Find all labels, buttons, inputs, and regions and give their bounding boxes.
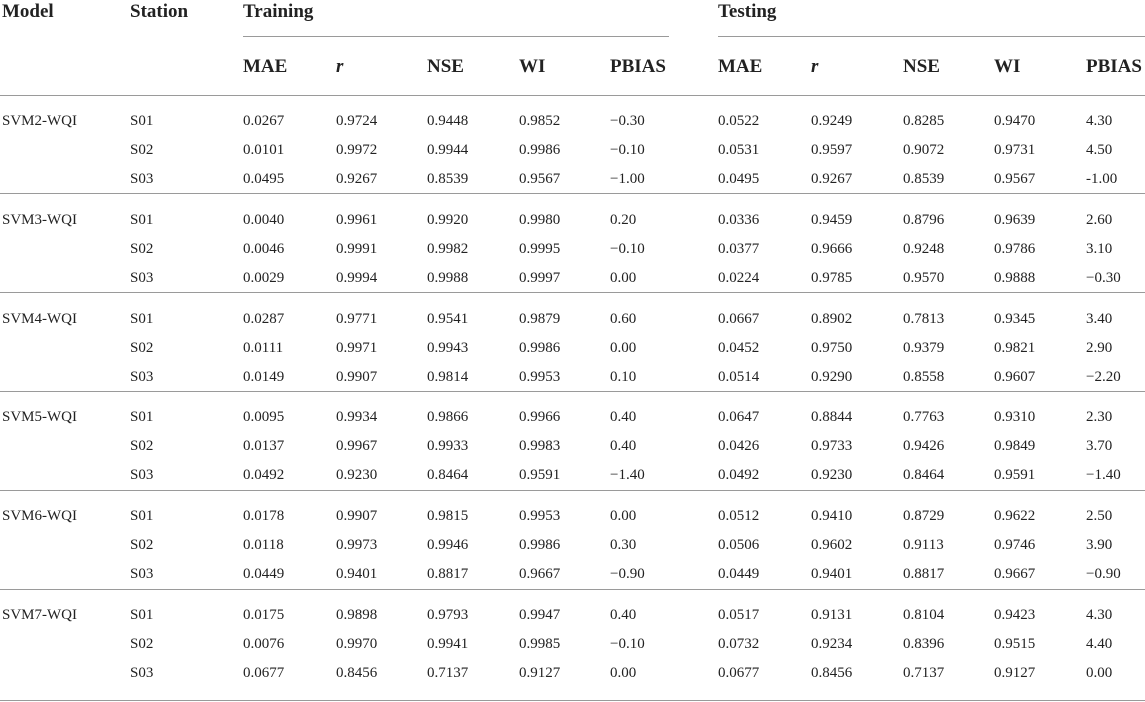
value-cell: 0.20 <box>610 212 637 228</box>
value-cell: 0.9426 <box>903 438 945 454</box>
value-cell: 0.9567 <box>994 171 1036 187</box>
value-cell: 0.9591 <box>519 467 561 483</box>
value-cell: 0.9667 <box>519 566 561 582</box>
value-cell: 0.9607 <box>994 369 1036 385</box>
value-cell: 2.30 <box>1086 409 1113 425</box>
value-cell: 0.8456 <box>811 665 853 681</box>
value-cell: 4.30 <box>1086 113 1113 129</box>
station-cell: S02 <box>130 142 154 158</box>
value-cell: 0.9943 <box>427 340 469 356</box>
value-cell: 0.0514 <box>718 369 760 385</box>
value-cell: 0.8464 <box>903 467 945 483</box>
subheader-test-wi: WI <box>994 56 1021 77</box>
value-cell: 0.9724 <box>336 113 378 129</box>
value-cell: 0.0178 <box>243 508 285 524</box>
subheader-train-wi: WI <box>519 56 546 77</box>
value-cell: −0.90 <box>1086 566 1121 582</box>
value-cell: 0.9234 <box>811 636 853 652</box>
value-cell: 0.8456 <box>336 665 378 681</box>
value-cell: 0.9401 <box>811 566 853 582</box>
value-cell: 0.9541 <box>427 311 469 327</box>
value-cell: −0.30 <box>1086 270 1121 286</box>
value-cell: −1.00 <box>610 171 645 187</box>
value-cell: 0.00 <box>610 665 637 681</box>
value-cell: 0.0492 <box>243 467 285 483</box>
value-cell: 0.9997 <box>519 270 561 286</box>
value-cell: 0.9448 <box>427 113 469 129</box>
value-cell: 0.9746 <box>994 537 1036 553</box>
value-cell: −1.40 <box>1086 467 1121 483</box>
value-cell: 0.9131 <box>811 607 853 623</box>
value-cell: 0.9127 <box>994 665 1036 681</box>
value-cell: 0.9793 <box>427 607 469 623</box>
station-cell: S02 <box>130 537 154 553</box>
model-name: SVM4-WQI <box>2 311 77 327</box>
value-cell: -1.00 <box>1086 171 1118 187</box>
station-cell: S03 <box>130 171 154 187</box>
value-cell: 0.9985 <box>519 636 561 652</box>
value-cell: 0.0452 <box>718 340 760 356</box>
value-cell: 0.9249 <box>811 113 853 129</box>
station-cell: S03 <box>130 270 154 286</box>
value-cell: 4.50 <box>1086 142 1113 158</box>
subheader-test-mae: MAE <box>718 56 763 77</box>
value-cell: 0.0677 <box>718 665 760 681</box>
value-cell: 0.9994 <box>336 270 378 286</box>
value-cell: 0.9980 <box>519 212 561 228</box>
value-cell: 3.10 <box>1086 241 1113 257</box>
subheader-test-r: r <box>811 56 819 77</box>
value-cell: 0.9597 <box>811 142 853 158</box>
value-cell: 0.0647 <box>718 409 760 425</box>
value-cell: 0.0029 <box>243 270 285 286</box>
value-cell: 0.8817 <box>903 566 945 582</box>
value-cell: 0.8285 <box>903 113 945 129</box>
value-cell: 0.9898 <box>336 607 378 623</box>
value-cell: 0.9934 <box>336 409 378 425</box>
value-cell: 0.7763 <box>903 409 945 425</box>
value-cell: 0.9127 <box>519 665 561 681</box>
value-cell: 0.0495 <box>243 171 285 187</box>
subheader-test-nse: NSE <box>903 56 940 77</box>
value-cell: 0.9967 <box>336 438 378 454</box>
value-cell: 0.9944 <box>427 142 469 158</box>
value-cell: 0.9267 <box>811 171 853 187</box>
value-cell: 0.0095 <box>243 409 285 425</box>
value-cell: 0.9345 <box>994 311 1036 327</box>
group-divider <box>0 490 1145 491</box>
group-divider <box>0 700 1145 701</box>
value-cell: 0.9941 <box>427 636 469 652</box>
value-cell: 0.0224 <box>718 270 760 286</box>
station-cell: S01 <box>130 409 154 425</box>
header-testing: Testing <box>718 1 777 22</box>
station-cell: S02 <box>130 438 154 454</box>
value-cell: 0.9470 <box>994 113 1036 129</box>
value-cell: 0.9986 <box>519 142 561 158</box>
model-name: SVM6-WQI <box>2 508 77 524</box>
value-cell: 0.9401 <box>336 566 378 582</box>
station-cell: S03 <box>130 369 154 385</box>
station-cell: S02 <box>130 241 154 257</box>
station-cell: S01 <box>130 508 154 524</box>
value-cell: 0.9920 <box>427 212 469 228</box>
group-divider <box>0 193 1145 194</box>
value-cell: 0.9966 <box>519 409 561 425</box>
value-cell: 0.9750 <box>811 340 853 356</box>
value-cell: 0.9971 <box>336 340 378 356</box>
value-cell: 0.8817 <box>427 566 469 582</box>
value-cell: 2.60 <box>1086 212 1113 228</box>
value-cell: 0.8104 <box>903 607 945 623</box>
station-cell: S03 <box>130 467 154 483</box>
value-cell: 0.00 <box>1086 665 1113 681</box>
value-cell: 0.9907 <box>336 508 378 524</box>
value-cell: 0.8396 <box>903 636 945 652</box>
value-cell: 0.0149 <box>243 369 285 385</box>
value-cell: 0.9785 <box>811 270 853 286</box>
value-cell: 0.9570 <box>903 270 945 286</box>
value-cell: 0.9888 <box>994 270 1036 286</box>
station-cell: S01 <box>130 113 154 129</box>
value-cell: 0.0732 <box>718 636 760 652</box>
value-cell: 0.9933 <box>427 438 469 454</box>
value-cell: 4.40 <box>1086 636 1113 652</box>
value-cell: 0.9072 <box>903 142 945 158</box>
subheader-train-pbias: PBIAS <box>610 56 666 77</box>
value-cell: 0.9731 <box>994 142 1036 158</box>
value-cell: 0.0267 <box>243 113 285 129</box>
model-name: SVM5-WQI <box>2 409 77 425</box>
value-cell: 0.9591 <box>994 467 1036 483</box>
value-cell: 0.0287 <box>243 311 285 327</box>
value-cell: 0.0040 <box>243 212 285 228</box>
value-cell: 0.40 <box>610 438 637 454</box>
value-cell: 0.0531 <box>718 142 760 158</box>
value-cell: 0.9972 <box>336 142 378 158</box>
value-cell: 0.9988 <box>427 270 469 286</box>
value-cell: −0.10 <box>610 241 645 257</box>
group-divider <box>0 391 1145 392</box>
value-cell: 0.0111 <box>243 340 284 356</box>
value-cell: 0.9953 <box>519 369 561 385</box>
value-cell: 0.30 <box>610 537 637 553</box>
value-cell: 0.0449 <box>718 566 760 582</box>
value-cell: 0.9567 <box>519 171 561 187</box>
value-cell: 0.9995 <box>519 241 561 257</box>
value-cell: 2.90 <box>1086 340 1113 356</box>
value-cell: −0.10 <box>610 142 645 158</box>
value-cell: 0.0517 <box>718 607 760 623</box>
value-cell: 0.9602 <box>811 537 853 553</box>
value-cell: 0.0101 <box>243 142 285 158</box>
value-cell: 0.00 <box>610 270 637 286</box>
value-cell: 0.9230 <box>336 467 378 483</box>
value-cell: 0.9666 <box>811 241 853 257</box>
value-cell: 0.7137 <box>903 665 945 681</box>
value-cell: 0.40 <box>610 607 637 623</box>
station-cell: S03 <box>130 566 154 582</box>
header-training: Training <box>243 1 314 22</box>
subheader-train-nse: NSE <box>427 56 464 77</box>
value-cell: 0.9983 <box>519 438 561 454</box>
value-cell: 0.9986 <box>519 340 561 356</box>
station-cell: S01 <box>130 311 154 327</box>
value-cell: −0.90 <box>610 566 645 582</box>
training-underline <box>243 36 669 37</box>
value-cell: 0.0522 <box>718 113 760 129</box>
value-cell: 0.9667 <box>994 566 1036 582</box>
value-cell: 3.40 <box>1086 311 1113 327</box>
value-cell: 0.8844 <box>811 409 853 425</box>
value-cell: 0.0495 <box>718 171 760 187</box>
subheader-train-r: r <box>336 56 344 77</box>
value-cell: 0.9290 <box>811 369 853 385</box>
value-cell: 0.9248 <box>903 241 945 257</box>
value-cell: 0.9459 <box>811 212 853 228</box>
value-cell: 4.30 <box>1086 607 1113 623</box>
value-cell: 0.0336 <box>718 212 760 228</box>
header-model: Model <box>2 1 54 22</box>
value-cell: 0.9310 <box>994 409 1036 425</box>
subheader-train-mae: MAE <box>243 56 288 77</box>
value-cell: 0.8539 <box>903 171 945 187</box>
value-cell: 0.8539 <box>427 171 469 187</box>
value-cell: 0.0175 <box>243 607 285 623</box>
value-cell: 0.0046 <box>243 241 285 257</box>
value-cell: −1.40 <box>610 467 645 483</box>
value-cell: 0.00 <box>610 340 637 356</box>
header-divider <box>0 95 1145 96</box>
value-cell: 0.0118 <box>243 537 284 553</box>
value-cell: 0.60 <box>610 311 637 327</box>
value-cell: 0.9771 <box>336 311 378 327</box>
value-cell: 0.9953 <box>519 508 561 524</box>
value-cell: 0.8902 <box>811 311 853 327</box>
value-cell: 0.9113 <box>903 537 944 553</box>
value-cell: 0.0449 <box>243 566 285 582</box>
value-cell: 0.8558 <box>903 369 945 385</box>
value-cell: 0.10 <box>610 369 637 385</box>
value-cell: 0.9639 <box>994 212 1036 228</box>
value-cell: 0.9947 <box>519 607 561 623</box>
value-cell: 0.9814 <box>427 369 469 385</box>
value-cell: 0.0667 <box>718 311 760 327</box>
value-cell: 0.7137 <box>427 665 469 681</box>
value-cell: 0.9379 <box>903 340 945 356</box>
value-cell: 0.9907 <box>336 369 378 385</box>
station-cell: S01 <box>130 607 154 623</box>
value-cell: 0.8464 <box>427 467 469 483</box>
value-cell: 0.0492 <box>718 467 760 483</box>
station-cell: S02 <box>130 340 154 356</box>
model-name: SVM2-WQI <box>2 113 77 129</box>
value-cell: 0.9733 <box>811 438 853 454</box>
value-cell: −0.10 <box>610 636 645 652</box>
value-cell: 0.9982 <box>427 241 469 257</box>
value-cell: 0.9946 <box>427 537 469 553</box>
group-divider <box>0 589 1145 590</box>
value-cell: 0.8729 <box>903 508 945 524</box>
value-cell: 0.0377 <box>718 241 760 257</box>
value-cell: 0.0137 <box>243 438 285 454</box>
group-divider <box>0 292 1145 293</box>
value-cell: 0.9849 <box>994 438 1036 454</box>
value-cell: 0.9879 <box>519 311 561 327</box>
value-cell: 0.9410 <box>811 508 853 524</box>
value-cell: 2.50 <box>1086 508 1113 524</box>
value-cell: 0.9866 <box>427 409 469 425</box>
value-cell: 0.7813 <box>903 311 945 327</box>
value-cell: 0.0076 <box>243 636 285 652</box>
value-cell: 3.90 <box>1086 537 1113 553</box>
testing-underline <box>718 36 1145 37</box>
value-cell: 0.8796 <box>903 212 945 228</box>
value-cell: 0.0677 <box>243 665 285 681</box>
header-station: Station <box>130 1 189 22</box>
value-cell: 0.0506 <box>718 537 760 553</box>
value-cell: 0.9267 <box>336 171 378 187</box>
value-cell: −0.30 <box>610 113 645 129</box>
model-name: SVM3-WQI <box>2 212 77 228</box>
value-cell: 0.9515 <box>994 636 1036 652</box>
value-cell: 0.0426 <box>718 438 760 454</box>
value-cell: 0.9973 <box>336 537 378 553</box>
value-cell: −2.20 <box>1086 369 1121 385</box>
value-cell: 0.9815 <box>427 508 469 524</box>
value-cell: 0.0512 <box>718 508 760 524</box>
value-cell: 0.9786 <box>994 241 1036 257</box>
value-cell: 0.9821 <box>994 340 1036 356</box>
value-cell: 0.9970 <box>336 636 378 652</box>
station-cell: S02 <box>130 636 154 652</box>
value-cell: 0.9230 <box>811 467 853 483</box>
station-cell: S01 <box>130 212 154 228</box>
value-cell: 0.9622 <box>994 508 1036 524</box>
value-cell: 3.70 <box>1086 438 1113 454</box>
value-cell: 0.9961 <box>336 212 378 228</box>
station-cell: S03 <box>130 665 154 681</box>
value-cell: 0.9991 <box>336 241 378 257</box>
value-cell: 0.9986 <box>519 537 561 553</box>
model-name: SVM7-WQI <box>2 607 77 623</box>
value-cell: 0.9852 <box>519 113 561 129</box>
value-cell: 0.40 <box>610 409 637 425</box>
value-cell: 0.9423 <box>994 607 1036 623</box>
value-cell: 0.00 <box>610 508 637 524</box>
subheader-test-pbias: PBIAS <box>1086 56 1142 77</box>
